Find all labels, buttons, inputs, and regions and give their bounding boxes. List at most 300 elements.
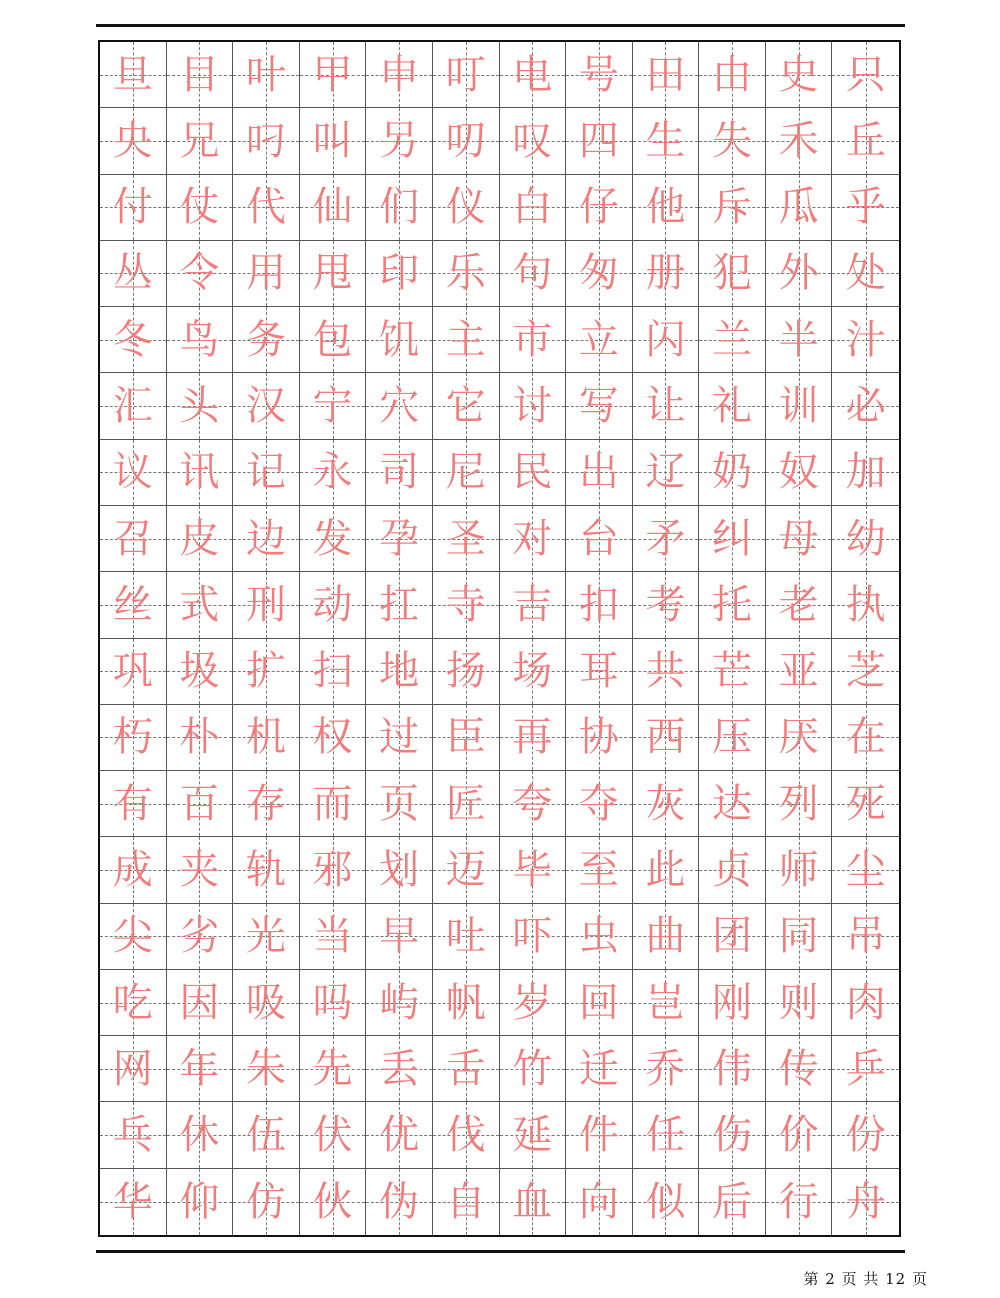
grid-cell: [100, 970, 167, 1036]
character-glyph: 他: [645, 184, 686, 231]
character-glyph: 丛: [112, 250, 153, 297]
grid-cell: [100, 572, 167, 638]
grid-cell: [433, 175, 500, 241]
character-glyph: 叹: [512, 117, 553, 164]
grid-cell: [566, 241, 633, 307]
character-glyph: 吊: [845, 913, 886, 960]
character-glyph: 加: [845, 449, 886, 496]
character-glyph: 吉: [512, 581, 553, 628]
grid-cell: [366, 1169, 433, 1235]
grid-cell: [233, 572, 300, 638]
grid-cell: [566, 904, 633, 970]
grid-cell: [366, 241, 433, 307]
grid-cell: [167, 837, 234, 903]
character-glyph: 生: [645, 117, 686, 164]
character-glyph: 瓜: [778, 184, 819, 231]
grid-cell: [433, 241, 500, 307]
character-glyph: 吃: [112, 979, 153, 1026]
grid-cell: [566, 837, 633, 903]
character-glyph: 至: [578, 846, 619, 893]
grid-cell: [500, 771, 567, 837]
grid-cell: [167, 1169, 234, 1235]
grid-cell: [300, 837, 367, 903]
grid-cell: [832, 175, 899, 241]
grid-cell: [167, 241, 234, 307]
grid-cell: [233, 639, 300, 705]
character-glyph: 训: [778, 383, 819, 430]
grid-cell: [832, 904, 899, 970]
character-glyph: 仙: [312, 184, 353, 231]
grid-cell: [433, 904, 500, 970]
grid-cell: [566, 639, 633, 705]
character-glyph: 似: [645, 1178, 686, 1225]
character-glyph: 目: [179, 51, 220, 98]
character-glyph: 件: [578, 1112, 619, 1159]
character-glyph: 肉: [845, 979, 886, 1026]
grid-cell: [566, 175, 633, 241]
character-glyph: 伪: [379, 1178, 420, 1225]
character-glyph: 刑: [245, 581, 286, 628]
character-glyph: 礼: [712, 383, 753, 430]
character-glyph: 夹: [179, 846, 220, 893]
page-number: 第 2 页 共 12 页: [803, 1270, 928, 1288]
character-glyph: 民: [512, 449, 553, 496]
grid-cell: [699, 307, 766, 373]
character-glyph: 过: [379, 714, 420, 761]
grid-cell: [167, 1036, 234, 1102]
grid-cell: [167, 572, 234, 638]
character-glyph: 光: [245, 913, 286, 960]
grid-cell: [699, 175, 766, 241]
character-glyph: 臣: [445, 714, 486, 761]
grid-cell: [699, 639, 766, 705]
character-glyph: 舟: [845, 1178, 886, 1225]
grid-cell: [167, 771, 234, 837]
character-glyph: 对: [512, 515, 553, 562]
grid-cell: [100, 373, 167, 439]
grid-cell: [167, 506, 234, 572]
character-glyph: 而: [312, 780, 353, 827]
character-glyph: 权: [312, 714, 353, 761]
character-glyph: 穴: [379, 383, 420, 430]
grid-cell: [233, 373, 300, 439]
character-glyph: 早: [379, 913, 420, 960]
character-glyph: 幼: [845, 515, 886, 562]
character-glyph: 竹: [512, 1045, 553, 1092]
character-glyph: 禾: [778, 117, 819, 164]
character-glyph: 地: [379, 648, 420, 695]
character-glyph: 百: [179, 780, 220, 827]
grid-cell: [366, 108, 433, 174]
character-glyph: 另: [379, 117, 420, 164]
character-glyph: 叶: [245, 51, 286, 98]
grid-cell: [233, 970, 300, 1036]
character-glyph: 份: [845, 1112, 886, 1159]
grid-cell: [300, 42, 367, 108]
grid-cell: [366, 307, 433, 373]
grid-cell: [766, 175, 833, 241]
character-glyph: 电: [512, 51, 553, 98]
grid-cell: [233, 307, 300, 373]
character-glyph: 厌: [778, 714, 819, 761]
character-glyph: 央: [112, 117, 153, 164]
grid-cell: [100, 506, 167, 572]
character-glyph: 伍: [245, 1112, 286, 1159]
character-glyph: 犯: [712, 250, 753, 297]
character-glyph: 冬: [112, 316, 153, 363]
character-glyph: 芒: [712, 648, 753, 695]
character-glyph: 劣: [179, 913, 220, 960]
grid-cell: [699, 572, 766, 638]
grid-cell: [500, 42, 567, 108]
top-rule: [96, 24, 905, 27]
character-glyph: 回: [578, 979, 619, 1026]
grid-cell: [766, 440, 833, 506]
character-glyph: 毕: [512, 846, 553, 893]
grid-cell: [699, 373, 766, 439]
character-glyph: 虫: [578, 913, 619, 960]
grid-cell: [300, 440, 367, 506]
grid-cell: [433, 639, 500, 705]
character-glyph: 向: [578, 1178, 619, 1225]
grid-cell: [366, 175, 433, 241]
character-glyph: 斥: [712, 184, 753, 231]
character-glyph: 划: [379, 846, 420, 893]
grid-cell: [633, 1169, 700, 1235]
character-glyph: 仰: [179, 1178, 220, 1225]
grid-cell: [233, 837, 300, 903]
grid-cell: [300, 175, 367, 241]
character-glyph: 甩: [312, 250, 353, 297]
grid-cell: [699, 241, 766, 307]
grid-cell: [233, 705, 300, 771]
character-glyph: 处: [845, 250, 886, 297]
grid-cell: [699, 440, 766, 506]
grid-cell: [633, 241, 700, 307]
grid-cell: [832, 970, 899, 1036]
grid-cell: [500, 241, 567, 307]
grid-cell: [100, 1102, 167, 1168]
character-glyph: 发: [312, 515, 353, 562]
grid-cell: [300, 373, 367, 439]
character-glyph: 讨: [512, 383, 553, 430]
grid-cell: [566, 108, 633, 174]
character-glyph: 仿: [245, 1178, 286, 1225]
character-glyph: 边: [245, 515, 286, 562]
character-glyph: 孕: [379, 515, 420, 562]
character-glyph: 屿: [379, 979, 420, 1026]
grid-cell: [366, 904, 433, 970]
character-glyph: 汁: [845, 316, 886, 363]
grid-cell: [100, 705, 167, 771]
character-glyph: 协: [578, 714, 619, 761]
character-glyph: 头: [179, 383, 220, 430]
grid-cell: [633, 373, 700, 439]
grid-cell: [699, 1036, 766, 1102]
grid-cell: [100, 241, 167, 307]
character-glyph: 则: [778, 979, 819, 1026]
grid-cell: [766, 639, 833, 705]
character-glyph: 夸: [512, 780, 553, 827]
grid-cell: [500, 108, 567, 174]
grid-cell: [566, 373, 633, 439]
character-glyph: 朽: [112, 714, 153, 761]
grid-cell: [433, 970, 500, 1036]
grid-cell: [500, 440, 567, 506]
grid-cell: [366, 639, 433, 705]
grid-cell: [832, 771, 899, 837]
character-glyph: 托: [712, 581, 753, 628]
character-glyph: 死: [845, 780, 886, 827]
grid-cell: [832, 1036, 899, 1102]
character-glyph: 外: [778, 250, 819, 297]
grid-cell: [433, 506, 500, 572]
grid-cell: [633, 1102, 700, 1168]
character-glyph: 朴: [179, 714, 220, 761]
character-glyph: 奶: [712, 449, 753, 496]
character-glyph: 再: [512, 714, 553, 761]
character-glyph: 白: [512, 184, 553, 231]
character-glyph: 扩: [245, 648, 286, 695]
character-glyph: 令: [179, 250, 220, 297]
grid-cell: [100, 771, 167, 837]
character-glyph: 台: [578, 515, 619, 562]
character-glyph: 由: [712, 51, 753, 98]
grid-cell: [766, 1102, 833, 1168]
character-glyph: 芝: [845, 648, 886, 695]
grid-cell: [766, 572, 833, 638]
character-glyph: 召: [112, 515, 153, 562]
grid-cell: [500, 1036, 567, 1102]
character-glyph: 邪: [312, 846, 353, 893]
grid-cell: [100, 108, 167, 174]
grid-cell: [233, 1036, 300, 1102]
grid-cell: [233, 506, 300, 572]
grid-cell: [366, 572, 433, 638]
character-glyph: 朱: [245, 1045, 286, 1092]
character-glyph: 压: [712, 714, 753, 761]
character-glyph: 务: [245, 316, 286, 363]
grid-cell: [300, 108, 367, 174]
grid-cell: [300, 904, 367, 970]
character-glyph: 在: [845, 714, 886, 761]
character-glyph: 页: [379, 780, 420, 827]
grid-cell: [832, 440, 899, 506]
character-glyph: 出: [578, 449, 619, 496]
grid-cell: [366, 440, 433, 506]
grid-cell: [433, 42, 500, 108]
grid-cell: [366, 837, 433, 903]
character-glyph: 因: [179, 979, 220, 1026]
grid-cell: [500, 904, 567, 970]
grid-cell: [633, 705, 700, 771]
character-glyph: 岁: [512, 979, 553, 1026]
grid-cell: [233, 904, 300, 970]
character-glyph: 甲: [312, 51, 353, 98]
grid-cell: [233, 1102, 300, 1168]
character-glyph: 吓: [512, 913, 553, 960]
grid-cell: [633, 639, 700, 705]
grid-cell: [766, 904, 833, 970]
grid-cell: [566, 506, 633, 572]
character-glyph: 叮: [445, 51, 486, 98]
grid-cell: [633, 837, 700, 903]
grid-cell: [233, 175, 300, 241]
character-glyph: 行: [778, 1178, 819, 1225]
character-glyph: 叨: [445, 117, 486, 164]
grid-cell: [500, 1102, 567, 1168]
character-glyph: 伐: [445, 1112, 486, 1159]
character-glyph: 灰: [645, 780, 686, 827]
character-glyph: 仔: [578, 184, 619, 231]
grid-cell: [500, 705, 567, 771]
grid-cell: [566, 1036, 633, 1102]
character-glyph: 血: [512, 1178, 553, 1225]
grid-cell: [699, 970, 766, 1036]
grid-cell: [766, 506, 833, 572]
grid-cell: [366, 771, 433, 837]
character-glyph: 执: [845, 581, 886, 628]
character-glyph: 它: [445, 383, 486, 430]
character-glyph: 吸: [245, 979, 286, 1026]
character-glyph: 此: [645, 846, 686, 893]
character-glyph: 尼: [445, 449, 486, 496]
character-glyph: 乎: [845, 184, 886, 231]
grid-cell: [167, 970, 234, 1036]
character-glyph: 失: [712, 117, 753, 164]
character-glyph: 当: [312, 913, 353, 960]
grid-cell: [500, 970, 567, 1036]
grid-cell: [100, 1169, 167, 1235]
grid-cell: [300, 1169, 367, 1235]
character-glyph: 迁: [578, 1045, 619, 1092]
character-glyph: 矛: [645, 515, 686, 562]
grid-cell: [766, 1036, 833, 1102]
grid-cell: [167, 705, 234, 771]
character-glyph: 伟: [712, 1045, 753, 1092]
character-glyph: 包: [312, 316, 353, 363]
character-glyph: 曲: [645, 913, 686, 960]
character-glyph: 场: [512, 648, 553, 695]
character-glyph: 司: [379, 449, 420, 496]
grid-cell: [500, 1169, 567, 1235]
character-glyph: 伤: [712, 1112, 753, 1159]
character-glyph: 乒: [845, 1045, 886, 1092]
character-glyph: 必: [845, 383, 886, 430]
character-glyph: 巩: [112, 648, 153, 695]
grid-cell: [167, 639, 234, 705]
character-glyph: 扛: [379, 581, 420, 628]
grid-cell: [832, 373, 899, 439]
character-glyph: 田: [645, 51, 686, 98]
grid-cell: [633, 307, 700, 373]
character-glyph: 迈: [445, 846, 486, 893]
character-glyph: 师: [778, 846, 819, 893]
grid-cell: [633, 175, 700, 241]
grid-cell: [100, 837, 167, 903]
character-glyph: 年: [179, 1045, 220, 1092]
grid-cell: [500, 639, 567, 705]
grid-cell: [233, 108, 300, 174]
grid-cell: [832, 241, 899, 307]
character-glyph: 圣: [445, 515, 486, 562]
grid-cell: [100, 175, 167, 241]
grid-cell: [699, 1169, 766, 1235]
character-glyph: 舌: [445, 1045, 486, 1092]
grid-cell: [832, 705, 899, 771]
grid-cell: [300, 572, 367, 638]
grid-cell: [167, 440, 234, 506]
grid-cell: [433, 837, 500, 903]
grid-cell: [100, 904, 167, 970]
character-glyph: 市: [512, 316, 553, 363]
character-glyph: 闪: [645, 316, 686, 363]
practice-grid: [98, 40, 901, 1237]
grid-cell: [766, 771, 833, 837]
grid-cell: [633, 771, 700, 837]
character-glyph: 仗: [179, 184, 220, 231]
character-glyph: 印: [379, 250, 420, 297]
character-glyph: 共: [645, 648, 686, 695]
character-glyph: 史: [778, 51, 819, 98]
grid-cell: [633, 904, 700, 970]
grid-cell: [300, 241, 367, 307]
character-glyph: 丢: [379, 1045, 420, 1092]
grid-cell: [699, 108, 766, 174]
character-glyph: 任: [645, 1112, 686, 1159]
grid-cell: [100, 440, 167, 506]
grid-cell: [300, 1036, 367, 1102]
grid-cell: [766, 705, 833, 771]
character-glyph: 永: [312, 449, 353, 496]
character-glyph: 机: [245, 714, 286, 761]
grid-cell: [433, 572, 500, 638]
grid-cell: [366, 970, 433, 1036]
character-glyph: 吗: [312, 979, 353, 1026]
grid-cell: [633, 1036, 700, 1102]
character-glyph: 兄: [179, 117, 220, 164]
grid-cell: [433, 108, 500, 174]
character-glyph: 记: [245, 449, 286, 496]
character-glyph: 皮: [179, 515, 220, 562]
character-glyph: 汇: [112, 383, 153, 430]
grid-cell: [766, 970, 833, 1036]
grid-cell: [633, 970, 700, 1036]
grid-cell: [433, 1102, 500, 1168]
character-glyph: 寺: [445, 581, 486, 628]
grid-cell: [699, 1102, 766, 1168]
grid-cell: [633, 108, 700, 174]
grid-cell: [500, 837, 567, 903]
grid-cell: [566, 572, 633, 638]
grid-cell: [300, 705, 367, 771]
character-glyph: 兰: [712, 316, 753, 363]
character-glyph: 辽: [645, 449, 686, 496]
character-glyph: 扫: [312, 648, 353, 695]
grid-cell: [699, 42, 766, 108]
character-glyph: 仪: [445, 184, 486, 231]
character-glyph: 贞: [712, 846, 753, 893]
grid-cell: [433, 1036, 500, 1102]
grid-cell: [300, 970, 367, 1036]
grid-cell: [832, 307, 899, 373]
character-glyph: 代: [245, 184, 286, 231]
grid-cell: [433, 705, 500, 771]
grid-cell: [500, 175, 567, 241]
grid-cell: [633, 440, 700, 506]
character-glyph: 乔: [645, 1045, 686, 1092]
character-glyph: 轨: [245, 846, 286, 893]
